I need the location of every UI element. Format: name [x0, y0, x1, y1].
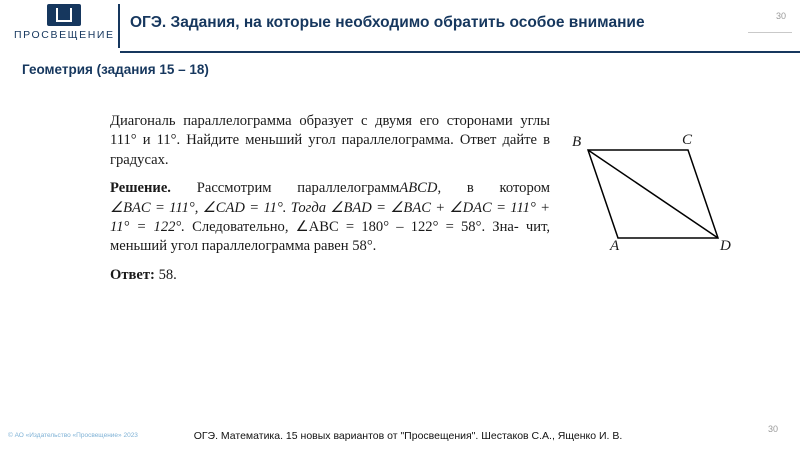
vertex-label-d: D	[720, 238, 731, 254]
page-title: ОГЭ. Задания, на которые необходимо обратить особое внимание	[130, 14, 645, 31]
answer-value: 58.	[158, 266, 177, 283]
solution-line-1b: , в котором	[437, 180, 550, 197]
solution-line-2: ∠BAC = 111°, ∠CAD = 11°. Тогда	[110, 199, 327, 216]
solution-paragraph	[110, 179, 550, 257]
parallelogram-drawing	[570, 132, 785, 267]
slide-number-top: 30	[775, 11, 786, 21]
vertex-label-b: B	[572, 134, 582, 150]
solution-label: Решение.	[110, 180, 171, 197]
section-title: Геометрия (задания 15 – 18)	[22, 62, 209, 77]
vertex-label-a: A	[610, 238, 620, 254]
footer-source-note: ОГЭ. Математика. 15 новых вариантов от "Просвещения". Шестаков С.А., Ященко И. В.	[193, 430, 623, 442]
slide-number-rule	[748, 32, 792, 33]
answer-label: Ответ:	[110, 266, 155, 283]
vertex-label-c: C	[682, 132, 693, 148]
parallelogram-figure	[570, 132, 785, 267]
problem-statement: Диагональ параллелограмма образует с двумя его сторонами углы 111° и 11°. Найдите меньший угол параллелограмма. Ответ дайте в градусах.	[110, 113, 550, 168]
solution-line-1a: Рассмотрим параллелограмм	[196, 180, 400, 197]
copyright-text: © АО «Издательство «Просвещение» 2023	[8, 432, 138, 439]
solution-line-3: ∠BAD = ∠BAC + ∠DAC = 111° + 11° = 122°.	[110, 199, 550, 236]
book-icon	[47, 4, 81, 26]
problem-block	[110, 112, 550, 294]
publisher-logo	[14, 3, 114, 49]
answer-paragraph	[110, 266, 550, 285]
solution-line-5: чит, меньший угол параллелограмма равен 58°.	[110, 219, 550, 255]
logo-label: ПРОСВЕЩЕНИЕ	[14, 29, 115, 41]
solution-figure-name: ABCD	[399, 180, 438, 197]
header-underline	[120, 51, 800, 53]
solution-line-4: Следовательно, ∠ABC = 180° – 122° = 58°. Зна-	[192, 219, 519, 236]
slide-number-bottom: 30	[767, 424, 778, 434]
slide-header	[0, 0, 800, 52]
header-divider	[118, 4, 120, 48]
